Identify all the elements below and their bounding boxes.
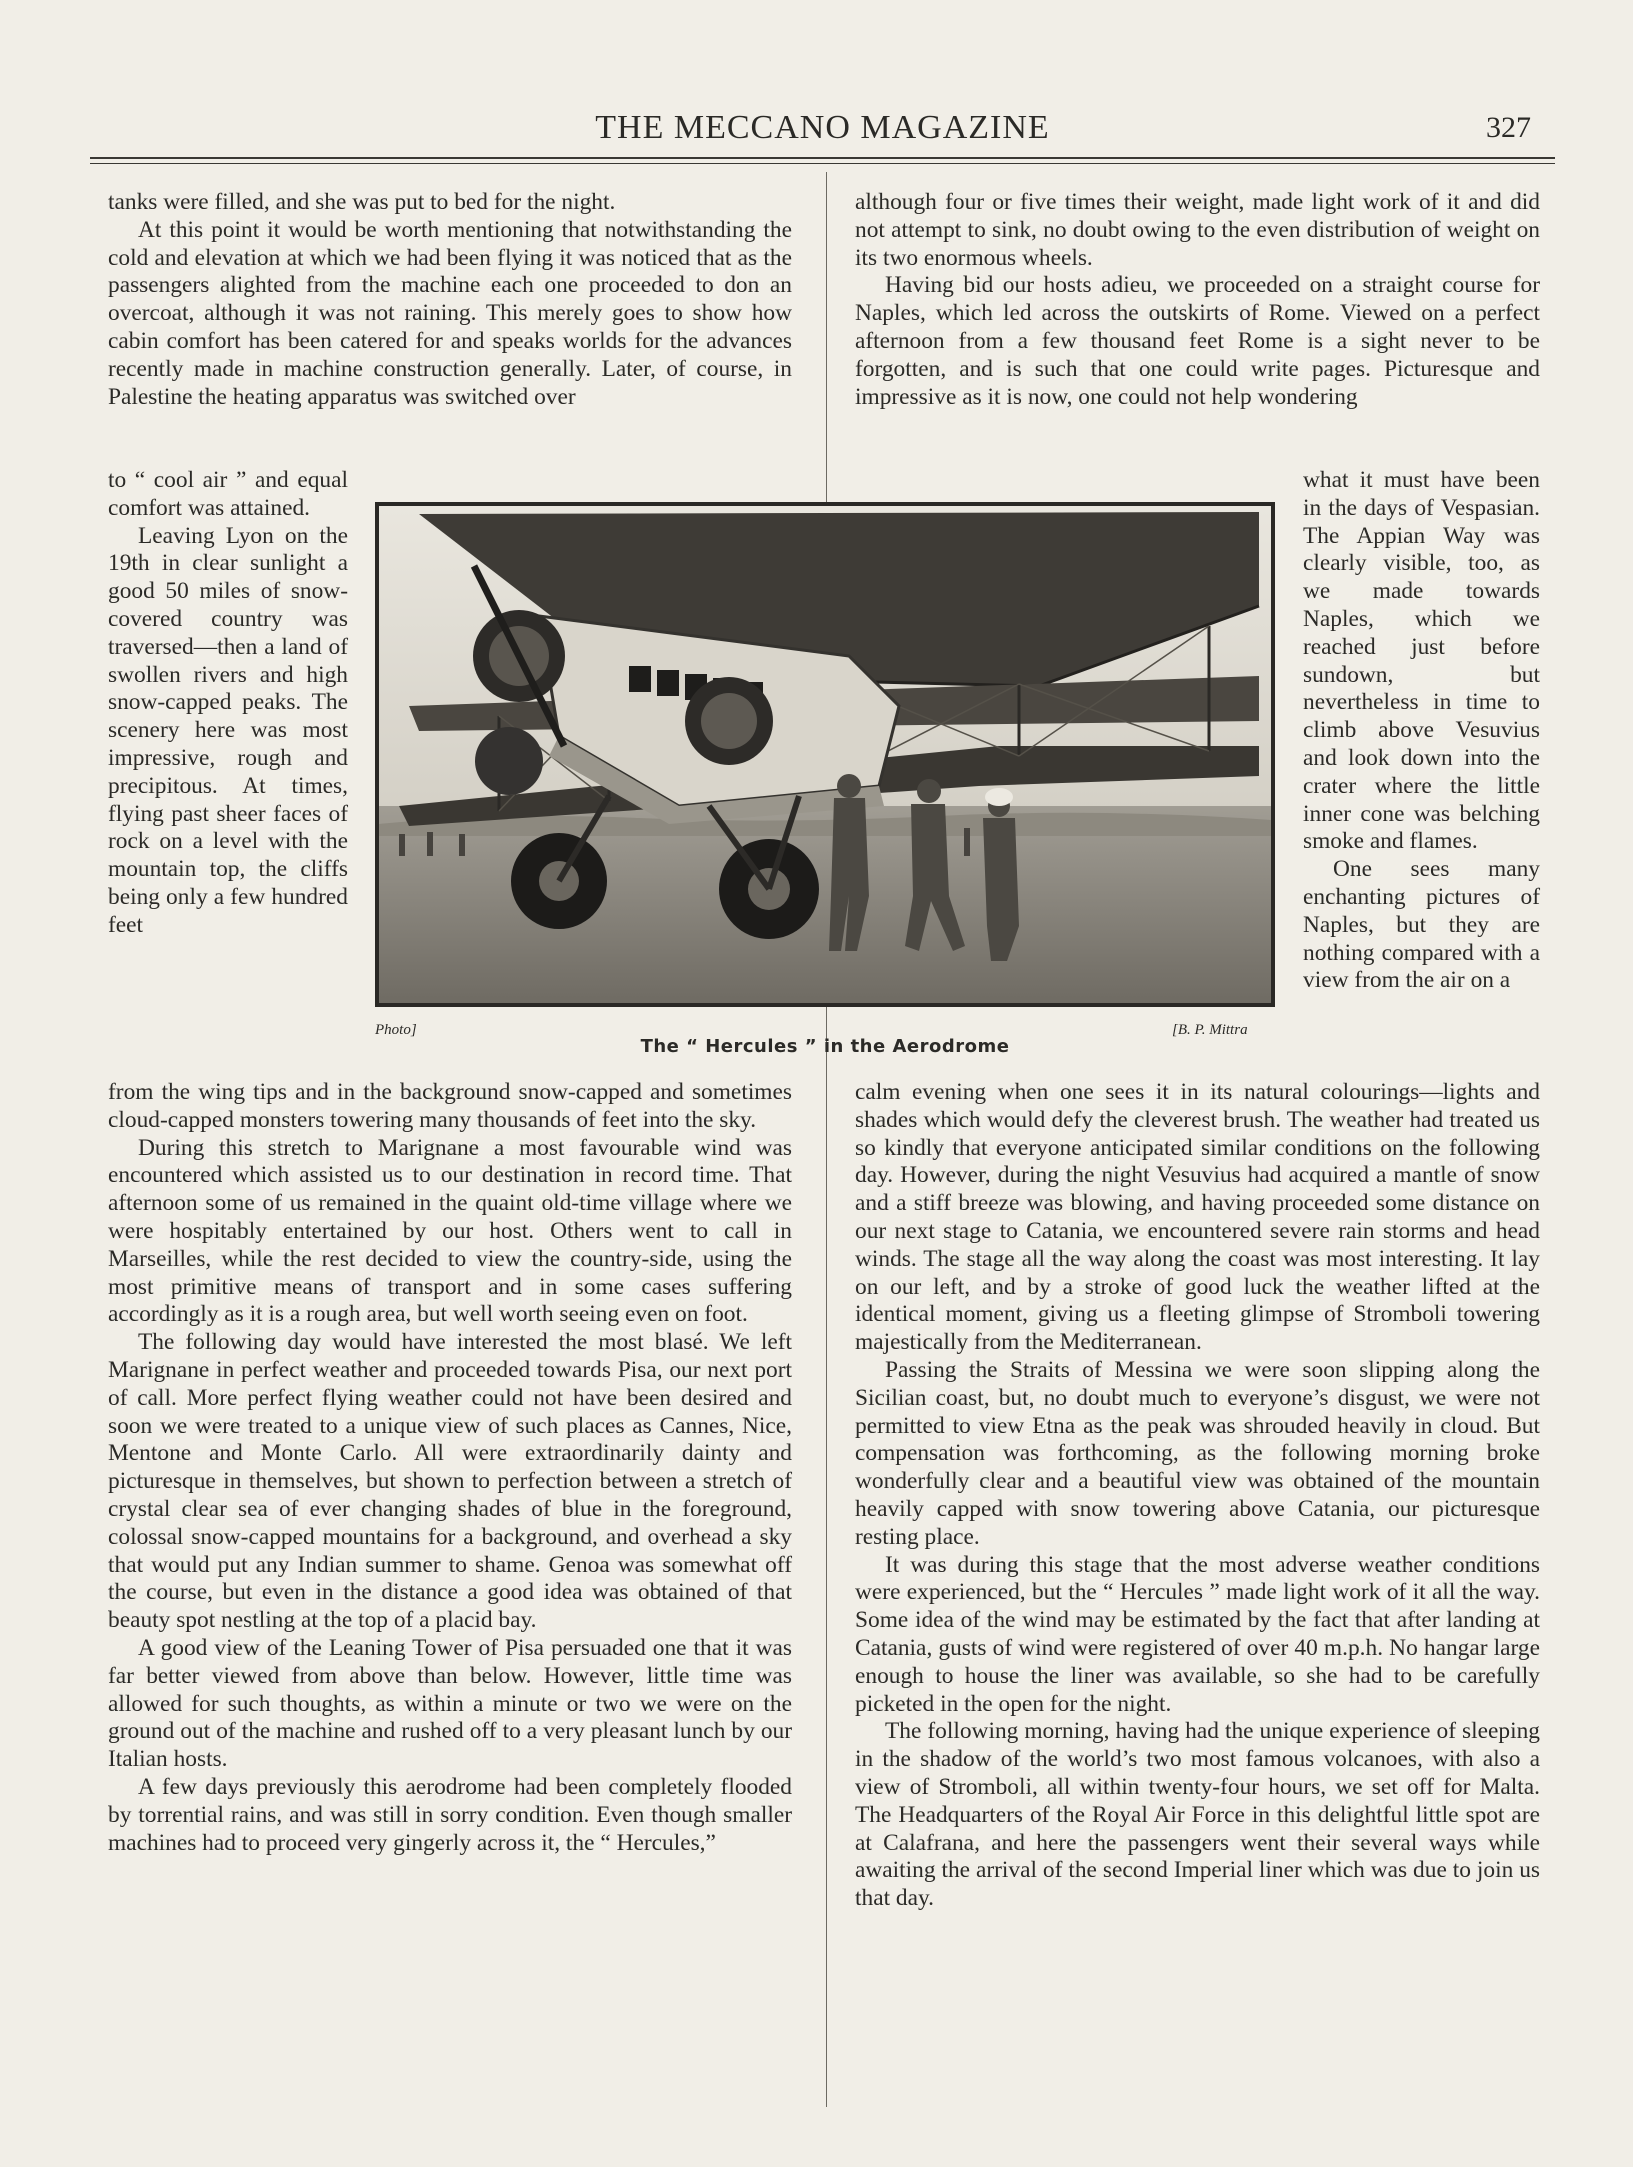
- aircraft-photo: [375, 502, 1275, 1007]
- left-column-bottom: [108, 1079, 792, 1857]
- paragraph: A good view of the Leaning Tower of Pisa persuaded one that it was far better viewed from above than below. However, little time was allowed for such thoughts, as within a minute or two we were on the ground out of the machine and rushed off to a very pleasant lunch by our Italian hosts.: [108, 1634, 792, 1773]
- page-number: 327: [1486, 111, 1531, 144]
- right-column-top: [855, 189, 1540, 411]
- figure-caption: The “ Hercules ” in the Aerodrome: [640, 1036, 1010, 1057]
- paragraph: from the wing tips and in the background snow-capped and sometimes cloud-capped monsters towering many thousands of feet into the sky.: [108, 1079, 792, 1133]
- paragraph: One sees many enchanting pictures of Naples, but they are nothing compared with a view from the air on a: [1303, 856, 1540, 994]
- paragraph: At this point it would be worth mentioning that notwithstanding the cold and elevation at which we had been flying it was noticed that as the passengers alighted from the machine each one proceeded to don an overcoat, although it was not raining. This merely goes to show how cabin comfort has been catered for and speaks worlds for the advances recently made in machine construction generally. Later, of course, in Palestine the heating apparatus was switched over: [108, 216, 792, 410]
- paragraph: what it must have been in the days of Vespasian. The Appian Way was clearly visible, too, as we made towards Naples, which we reached just before sundown, but nevertheless in time to climb above Vesuvius and look down into the crater where the little inner cone was belching smoke and flames.: [1303, 467, 1540, 855]
- right-column-bottom: [855, 1079, 1540, 1913]
- header-rule-thin: [90, 163, 1555, 164]
- paragraph: A few days previously this aerodrome had been completely flooded by torrential rains, and was still in sorry condition. Even though smaller machines had to proceed very gingerly across it, the “ Hercules,”: [108, 1773, 792, 1856]
- paragraph: calm evening when one sees it in its natural colourings—lights and shades which would defy the cleverest brush. The weather had treated us so kindly that everyone anticipated similar conditions on the following day. However, during the night Vesuvius had acquired a mantle of snow and a stiff breeze was blowing, and having proceeded some distance on our next stage to Catania, we encountered severe rain storms and head winds. The stage all the way along the coast was most interesting. It lay on our left, and by a stroke of good luck the weather lifted at the identical moment, giving us a fleeting glimpse of Stromboli towering majestically from the Mediterranean.: [855, 1079, 1540, 1356]
- hercules-biplane-illustration: [379, 506, 1271, 1003]
- photo-credit-label: Photo]: [375, 1022, 417, 1038]
- paragraph: The following morning, having had the unique experience of sleeping in the shadow of the world’s two most famous volcanoes, with also a view of Stromboli, all within twenty-four hours, we set off for Malta. The Headquarters of the Royal Air Force in this delightful little spot are at Calafrana, and here the passengers went their several ways while awaiting the arrival of the second Imperial liner which was due to join us that day.: [855, 1718, 1540, 1912]
- paragraph: although four or five times their weight, made light work of it and did not attempt to sink, no doubt owing to the even distribution of weight on its two enormous wheels.: [855, 189, 1540, 271]
- paragraph: Leaving Lyon on the 19th in clear sunlight a good 50 miles of snow-covered country was traversed—then a land of swollen rivers and high snow-capped peaks. The scenery here was most impressive, rough and precipitous. At times, flying past sheer faces of rock on a level with the mountain top, the cliffs being only a few hundred feet: [108, 522, 348, 938]
- paragraph: The following day would have interested the most blasé. We left Marignane in perfect weather and proceeded towards Pisa, our next port of call. More perfect flying weather could not have been desired and soon we were treated to a unique view of such places as Cannes, Nice, Mentone and Monte Carlo. All were extraordinarily dainty and picturesque in themselves, but shown to perfection between a stretch of crystal clear sea of ever changing shades of blue in the foreground, colossal snow-capped mountains for a background, and overhead a sky that would put any Indian summer to shame. Genoa was somewhat off the course, but even in the distance a good idea was obtained of that beauty spot nestling at the top of a placid bay.: [108, 1329, 792, 1634]
- page-header: [90, 105, 1555, 155]
- header-rule: [90, 157, 1555, 159]
- paragraph: During this stretch to Marignane a most favourable wind was encountered which assisted us to our destination in record time. That afternoon some of us remained in the quaint old-time village where we were hospitably entertained by our host. Others went to call in Marseilles, while the rest decided to view the country-side, using the most primitive means of transport and in some cases suffering accordingly as it is a rough area, but well worth seeing even on foot.: [108, 1134, 792, 1328]
- left-column-top: [108, 189, 792, 411]
- right-column-beside-figure: [1303, 467, 1540, 995]
- paragraph: Having bid our hosts adieu, we proceeded on a straight course for Naples, which led across the outskirts of Rome. Viewed on a perfect afternoon from a few thousand feet Rome is a sight never to be forgotten, and is such that one could write pages. Picturesque and impressive as it is now, one could not help wondering: [855, 272, 1540, 410]
- magazine-title: THE MECCANO MAGAZINE: [595, 109, 1050, 146]
- photographer-credit: [B. P. Mittra: [1172, 1022, 1248, 1038]
- column-divider: [826, 172, 827, 2107]
- paragraph: It was during this stage that the most adverse weather conditions were experienced, but the “ Hercules ” made light work of it all the way. Some idea of the wind may be estimated by the fact that after landing at Catania, gusts of wind were registered of over 40 m.p.h. No hangar large enough to house the liner was available, so she had to be carefully picketed in the open for the night.: [855, 1551, 1540, 1717]
- paragraph: tanks were filled, and she was put to bed for the night.: [108, 189, 616, 215]
- paragraph: to “ cool air ” and equal comfort was attained.: [108, 467, 348, 521]
- paragraph: Passing the Straits of Messina we were soon slipping along the Sicilian coast, but, no doubt much to everyone’s disgust, we were not permitted to view Etna as the peak was shrouded heavily in cloud. But compensation was forthcoming, as the following morning broke wonderfully clear and a beautiful view was obtained of the mountain heavily capped with snow towering above Catania, our picturesque resting place.: [855, 1356, 1540, 1550]
- left-column-beside-figure: [108, 467, 348, 940]
